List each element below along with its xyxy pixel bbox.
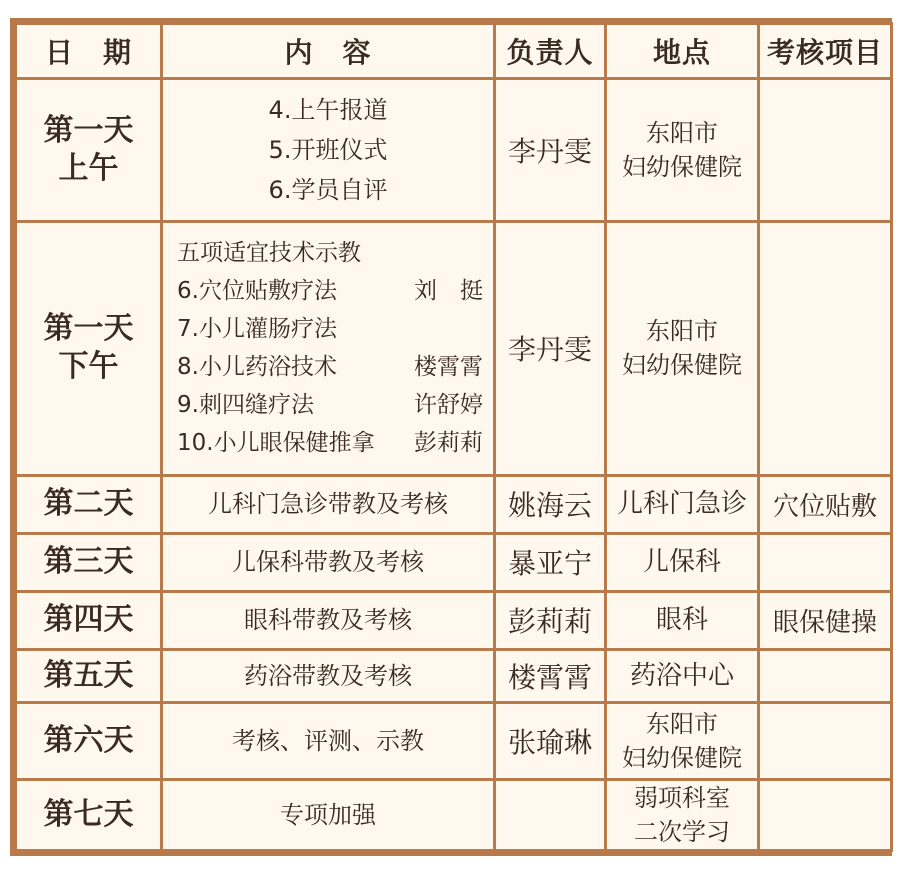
list-item: 8.小儿药浴技术 楼霄霄 (177, 354, 483, 381)
header-content: 内 容 (163, 25, 493, 77)
date-cell: 第五天 (17, 651, 160, 701)
table-row (17, 223, 890, 473)
place-cell: 儿保科 (607, 535, 757, 590)
list-item: 6.穴位贴敷疗法 刘 挺 (177, 278, 483, 305)
table-row (17, 477, 890, 532)
person-cell: 暴亚宁 (496, 535, 604, 590)
content-cell: 儿科门急诊带教及考核 (163, 477, 493, 532)
assessment-cell: 穴位贴敷 (760, 477, 890, 532)
schedule-table (14, 22, 893, 852)
place-cell: 药浴中心 (607, 651, 757, 701)
table-row (17, 651, 890, 701)
place-cell: 弱项科室 二次学习 (607, 781, 757, 849)
list-item: 10.小儿眼保健推拿 彭莉莉 (177, 430, 483, 457)
date-cell: 第四天 (17, 593, 160, 648)
place-cell: 儿科门急诊 (607, 477, 757, 532)
list-item: 7.小儿灌肠疗法 (177, 316, 337, 343)
assessment-cell (760, 535, 890, 590)
place-cell: 东阳市 妇幼保健院 (607, 704, 757, 778)
content-title: 五项适宜技术示教 (177, 240, 361, 267)
assessment-cell (760, 223, 890, 473)
content-cell: 考核、评测、示教 (163, 704, 493, 778)
person-cell: 楼霄霄 (496, 651, 604, 701)
table-row (17, 80, 890, 220)
place-cell: 东阳市 妇幼保健院 (607, 80, 757, 220)
content-cell: 专项加强 (163, 781, 493, 849)
date-cell: 第三天 (17, 535, 160, 590)
table-row (17, 781, 890, 849)
table-row (17, 593, 890, 648)
person-cell: 姚海云 (496, 477, 604, 532)
schedule-frame (10, 18, 892, 856)
date-cell: 第二天 (17, 477, 160, 532)
date-cell: 第六天 (17, 704, 160, 778)
person-cell (496, 781, 604, 849)
content-cell: 儿保科带教及考核 (163, 535, 493, 590)
place-cell: 东阳市 妇幼保健院 (607, 223, 757, 473)
person-cell: 李丹雯 (496, 223, 604, 473)
content-cell (163, 223, 493, 473)
assessment-cell (760, 80, 890, 220)
header-assessment: 考核项目 (760, 25, 890, 77)
assessment-cell (760, 704, 890, 778)
header-place: 地点 (607, 25, 757, 77)
table-row (17, 704, 890, 778)
header-row (17, 25, 890, 77)
content-cell: 4.上午报道 5.开班仪式 6.学员自评 (163, 80, 493, 220)
list-item: 9.刺四缝疗法 许舒婷 (177, 392, 483, 419)
date-cell: 第一天 上午 (17, 80, 160, 220)
assessment-cell (760, 651, 890, 701)
header-person: 负责人 (496, 25, 604, 77)
place-cell: 眼科 (607, 593, 757, 648)
table-row (17, 535, 890, 590)
date-cell: 第一天 下午 (17, 223, 160, 473)
content-cell: 眼科带教及考核 (163, 593, 493, 648)
assessment-cell: 眼保健操 (760, 593, 890, 648)
person-cell: 李丹雯 (496, 80, 604, 220)
person-cell: 张瑜琳 (496, 704, 604, 778)
content-cell: 药浴带教及考核 (163, 651, 493, 701)
header-date: 日 期 (17, 25, 160, 77)
person-cell: 彭莉莉 (496, 593, 604, 648)
assessment-cell (760, 781, 890, 849)
date-cell: 第七天 (17, 781, 160, 849)
